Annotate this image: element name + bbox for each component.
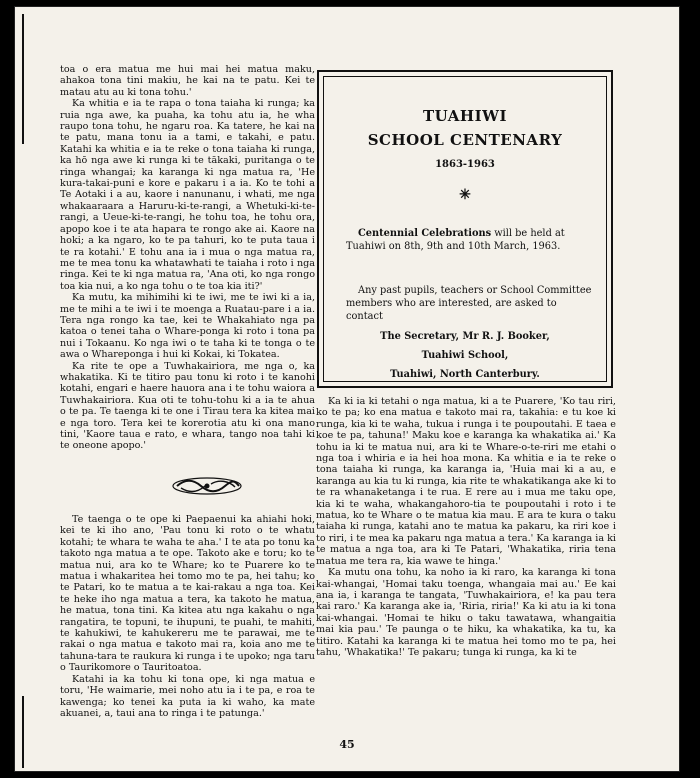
paragraph: Ka mutu, ka mihimihi ki te iwi, me te iwi ki a ia, me te mihi a te iwi i te moenga a Ruatau-pare i a ia. Tera nga rongo ka tae, kei te Whakahiato nga pa katoa o tenei taha o Whare-ponga ki roto i tona pa nui i Tokaanu. Ko nga iwi o te taha ki te tonga o te awa o Whareponga i hui ki Kokai, ki Tokatea.	[60, 292, 315, 361]
paragraph: toa o era matua me hui mai hei matua maku, ahakoa tona tini makiu, he kai na te patu. Kei te matau atu au ki tona tohu.'	[60, 64, 315, 98]
paragraph: Ka whitia e ia te rapa o tona taiaha ki runga; ka ruia nga awe, ka puaha, ka tohu atu ia, he wha raupo tona tohu, he ngaru roa. Ka tatere, he kai na te patu, mana tonu ia a tami, e takahi, e patu. Katahi ka whitia e ia te reke o tona taiaha ki runga, ka hō nga awe ki runga ki te tākaki, puritanga o te ringa whangai; ka karanga ki nga matua ra, 'He kura-takai-puni e kore e pakaru i a ia. Ko te tohi a Te Aotaki i a au, kaore i nanunanu, i whati, me nga whakaaraara a Haruru-ki-te-rangi, a Whetuki-ki-te-rangi, a Ueue-ki-te-rangi, he tohu toa, he tohu ora, apopo koe i te ata hapara te rongo ake ai. Kaore na hoki; a ka ngaro, ko te pa tahuri, ko te puta taua i te ra kotahi.' E tohu ana ia i mua o nga matua ra, me te mea tonu ka whatawhati te taiaha i roto i nga ringa. Kei te ki nga matua ra, 'Ana oti, ko nga rongo toa kia nui, a ko nga tohu o te toa kia iti?'	[60, 98, 315, 292]
notice-dates: 1863-1963	[435, 159, 495, 170]
contact-name: The Secretary, Mr R. J. Booker,	[380, 331, 550, 342]
paragraph: Ka mutu ona tohu, ka noho ia ki raro, ka karanga ki tona kai-whangai, 'Homai taku toenga, whangaia mai au.' Ee kai ana ia, i karanga te tangata, 'Tuwhakairiora, e! ka pau tera kai raro.' Ka karanga ake ia, 'Riria, riria!' Ka ki atu ia ki tona kai-whangai. 'Homai te hiku o taku tawatawa, whangaitia mai kia pau.' Te paunga o te hiku, ka whakatika, ka tu, ka titiro. Katahi ka karanga ki te matua hei tomo mo te pa, hei tahu, 'Whakatika!' Te pakaru; tunga ki runga, ka ki te	[316, 567, 616, 658]
paragraph: Ka rite te ope a Tuwhakairiora, me nga o, ka whakatika. Ki te titiro pau tonu ki roto i te kanohi kotahi, engari e haere hauora ana i te tohu waiora a Tuwhakairiora. Kua oti te tohu-tohu ki a ia te ahua o te pa. Te taenga ki te one i Tirau tera ka kitea mai e nga toro. Tera kei te korerotia atu ki ona mano tini, 'Kaore taua e rato, e whara, tango noa tahi ki te oneone apopo.'	[60, 360, 315, 452]
margin-rule-top	[22, 14, 24, 144]
notice-emphasis: Centennial Celebrations	[358, 228, 492, 239]
notice-title: TUAHIWI	[423, 107, 507, 125]
star-icon: ✳	[459, 187, 471, 203]
right-column	[316, 396, 616, 658]
notice-inner-border	[323, 76, 607, 382]
paragraph: Te taenga o te ope ki Paepaenui ka ahiahi hoki, kei te ki iho ano, 'Pau tonu ki roto o te whatu kotahi; te whara te waha te aha.' I te ata po tonu ka takoto nga matua a te ope. Takoto ake e toru; ko te matua nui, ara ko te Whare; ko te Puarere ko te matua i whakaritea hei tomo mo te pa, hei tahu; ko te Patari, ko te matua a te kai-rakau a nga toa. Kei te heke iho nga matua a tera, ka takoto he matua, he matua, tona tini. Ka kitea atu nga kakahu o nga rangatira, te topuni, te ihupuni, te puahi, te mahiti, te kahukiwi, te kahukereru me te parawai, me te rakai o nga matua e takoto mai ra, koia ano me te tahuna-tara te raukura ki runga i te upoko; nga taru o Taurikomore o Tauritoatoa.	[60, 514, 315, 674]
notice-text: will be held at Tuahiwi on 8th, 9th and 10th March, 1963.	[346, 228, 565, 252]
paragraph: Ka ki ia ki tetahi o nga matua, ki a te Puarere, 'Ko tau riri, ko te pa; ko ena matua e takoto mai ra, takahia: e tu koe ki runga, kia ki te waha, tukua i runga i te poupoutahi. E taea e koe te pa, tahuna!' Maku koe e karanga ka whakatika ai.' Ka tohu ia ki te matua nui, ara ki te Whare-o-te-riri me etahi o nga toa i whiria e ia hei hoa mona. Ka whitia e ia te reke o tona taiaha ki runga, ka karanga ia, 'Huia mai ki a au, e karanga au kia tu ki runga, kia rite te whakatikanga ake ki to te ra whanaketanga i te rua. E rere au i mua me taku ope, kia ki te waha, whakangahoro-tia te poupoutahi i roto i te matua, ko te Whare o te matua kia mau. E ara te kura o taku taiaha ki runga, katahi ano te matua ka pakaru, ka riri koe i to riri, i te mea ka pakaru nga matua a tera.' Ka karanga ia ki te matua a nga toa, ara ki Te Patari, 'Whakatika, riria tena matua me tera ra, kia wawe te hinga.'	[316, 396, 616, 567]
notice-paragraph-celebrations	[346, 227, 592, 253]
page-number: 45	[339, 738, 355, 751]
decorative-ornament-icon	[171, 475, 243, 497]
printed-page	[14, 6, 680, 772]
contact-school: Tuahiwi School,	[421, 350, 509, 361]
left-column-bottom	[60, 514, 315, 719]
margin-rule-bottom	[22, 696, 24, 768]
paragraph: Katahi ia ka tohu ki tona ope, ki nga matua e toru, 'He waimarie, mei noho atu ia i te pa, e roa te kawenga; ko tenei ka puta ia ki waho, ka mate akuanei, a, taui ana to ringa i te patunga.'	[60, 673, 315, 719]
notice-subtitle: SCHOOL CENTENARY	[367, 131, 563, 149]
left-column-top	[60, 64, 315, 452]
contact-location: Tuahiwi, North Canterbury.	[390, 369, 540, 380]
notice-paragraph-contact: Any past pupils, teachers or School Committee members who are interested, are asked to contact	[346, 285, 592, 322]
centenary-notice-box	[317, 70, 613, 388]
